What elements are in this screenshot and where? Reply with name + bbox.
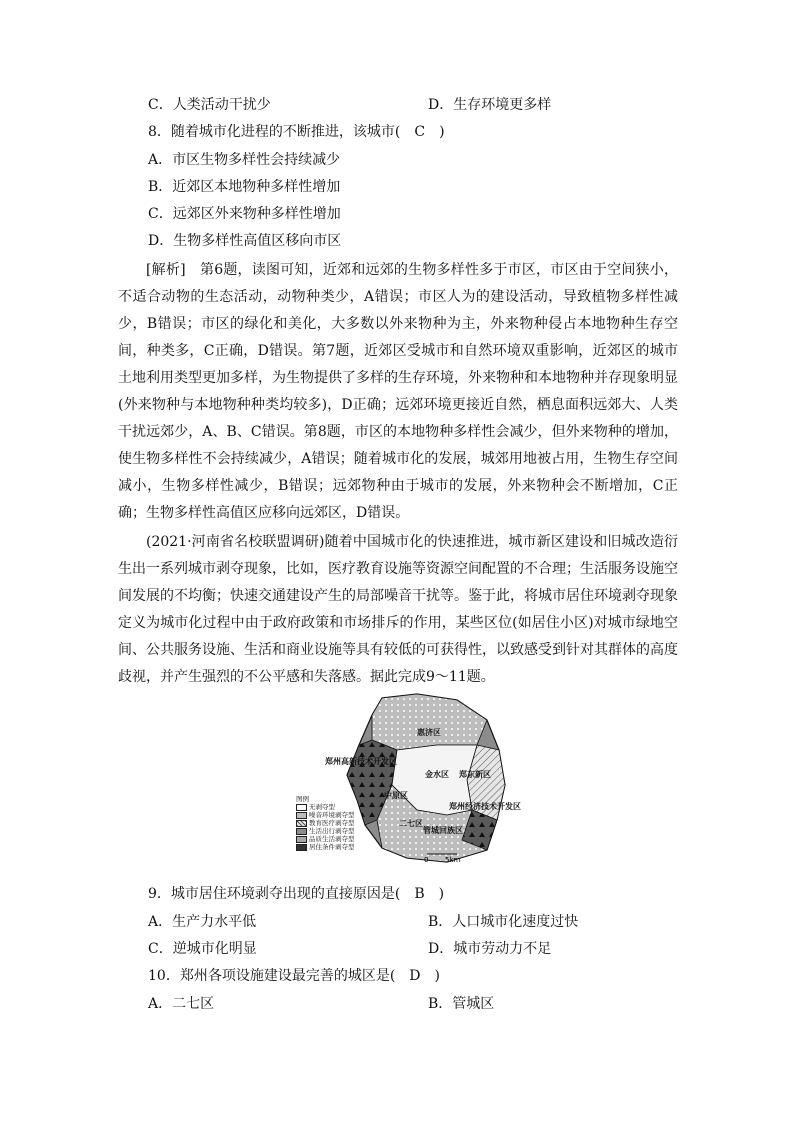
option-q9-b: B．人口城市化速度过快 bbox=[428, 914, 579, 930]
label-erqi: 二七区 bbox=[399, 819, 423, 828]
label-jingji: 郑州经济技术开发区 bbox=[449, 802, 521, 811]
option-q8-a: A．市区生物多样性会持续减少 bbox=[148, 152, 341, 168]
option-q8-c: C．远郊区外来物种多样性增加 bbox=[148, 206, 341, 222]
legend-item: 教育医疗剥夺型 bbox=[296, 819, 355, 827]
label-huiji: 惠济区 bbox=[417, 728, 441, 737]
option-q7-d: D．生存环境更多样 bbox=[428, 97, 552, 113]
question-8: 8．随着城市化进程的不断推进，该城市( C ) bbox=[148, 124, 445, 140]
option-q10-a: A．二七区 bbox=[148, 996, 215, 1012]
option-q8-d: D．生物多样性高值区移向市区 bbox=[148, 233, 342, 249]
label-jinshui: 金水区 bbox=[425, 770, 449, 779]
scale-km: 5km bbox=[445, 856, 461, 864]
option-q10-b: B．管城区 bbox=[428, 996, 495, 1012]
north-region bbox=[372, 694, 487, 750]
label-zhongyuan: 中原区 bbox=[384, 791, 408, 800]
label-guancheng: 管城回族区 bbox=[423, 826, 463, 835]
option-q8-b: B．近郊区本地物种多样性增加 bbox=[148, 179, 341, 195]
legend-item: 居住条件剥夺型 bbox=[296, 843, 355, 851]
legend-title: 图例 bbox=[296, 795, 309, 803]
map-legend bbox=[296, 795, 355, 851]
option-q9-a: A．生产力水平低 bbox=[148, 914, 257, 930]
legend-item: 噪音环境剥夺型 bbox=[296, 811, 355, 819]
legend-item: 生活出行剥夺型 bbox=[296, 827, 355, 835]
scale-zero: 0 bbox=[424, 856, 429, 864]
option-q9-d: D．城市劳动力不足 bbox=[428, 941, 552, 957]
intro-paragraph: (2021·河南省名校联盟调研)随着中国城市化的快速推进，城市新区建设和旧城改造衍生出一系列城市剥夺现象，比如，医疗教育设施等资源空间配置的不合理；生活服务设施空间发展的不均衡；快速交通建设产生的局部噪音干扰等。鉴于此，将城市居住环境剥夺现象定义为城市化过程中由于政府政策和市场排斥的作用，某些区位(如居住小区)对城市绿地空间、公共服务设施、生活和商业设施等具有较低的可获得性，以致感受到针对其群体的高度歧视，并产生强烈的不公平感和失落感。据此完成9～11题。 bbox=[118, 534, 678, 685]
legend-item: 无剥夺型 bbox=[296, 803, 355, 811]
legend-item: 品质生活剥夺型 bbox=[296, 835, 355, 843]
analysis-paragraph: [解析] 第6题，读图可知，近郊和远郊的生物多样性多于市区，市区由于空间狭小，不适合动物的生态活动，动物种类少，A错误；市区人为的建设活动，导致植物多样性减少，B错误；市区的绿化和美化，大多数以外来物种为主，外来物种侵占本地物种生存空间，种类多，C正确，D错误。第7题，近郊区受城市和自然环境双重影响，近郊区的城市土地利用类型更加多样，为生物提供了多样的生存环境，外来物种和本地物种并存现象明显(外来物种与本地物种种类均较多)，D正确；远郊环境更接近自然，栖息面积远郊大、人类干扰远郊少，A、B、C错误。第8题，市区的本地物种多样性会减少，但外来物种的增加，使生物多样性不会持续减少，A错误；随着城市化的发展，城郊用地被占用，生物生存空间减小，生物多样性减少，B错误；远郊物种由于城市的发展，外来物种会不断增加，C正确；生物多样性高值区应移向远郊区，D错误。 bbox=[118, 262, 678, 521]
label-zhengdong: 郑东新区 bbox=[459, 770, 491, 779]
option-q9-c: C．逆城市化明显 bbox=[148, 941, 257, 957]
option-q7-c: C．人类活动干扰少 bbox=[148, 97, 271, 113]
question-10: 10．郑州各项设施建设最完善的城区是( D ) bbox=[148, 968, 440, 984]
question-9: 9．城市居住环境剥夺出现的直接原因是( B ) bbox=[148, 886, 445, 902]
label-gaoxin: 郑州高新技术开发区 bbox=[325, 757, 397, 766]
